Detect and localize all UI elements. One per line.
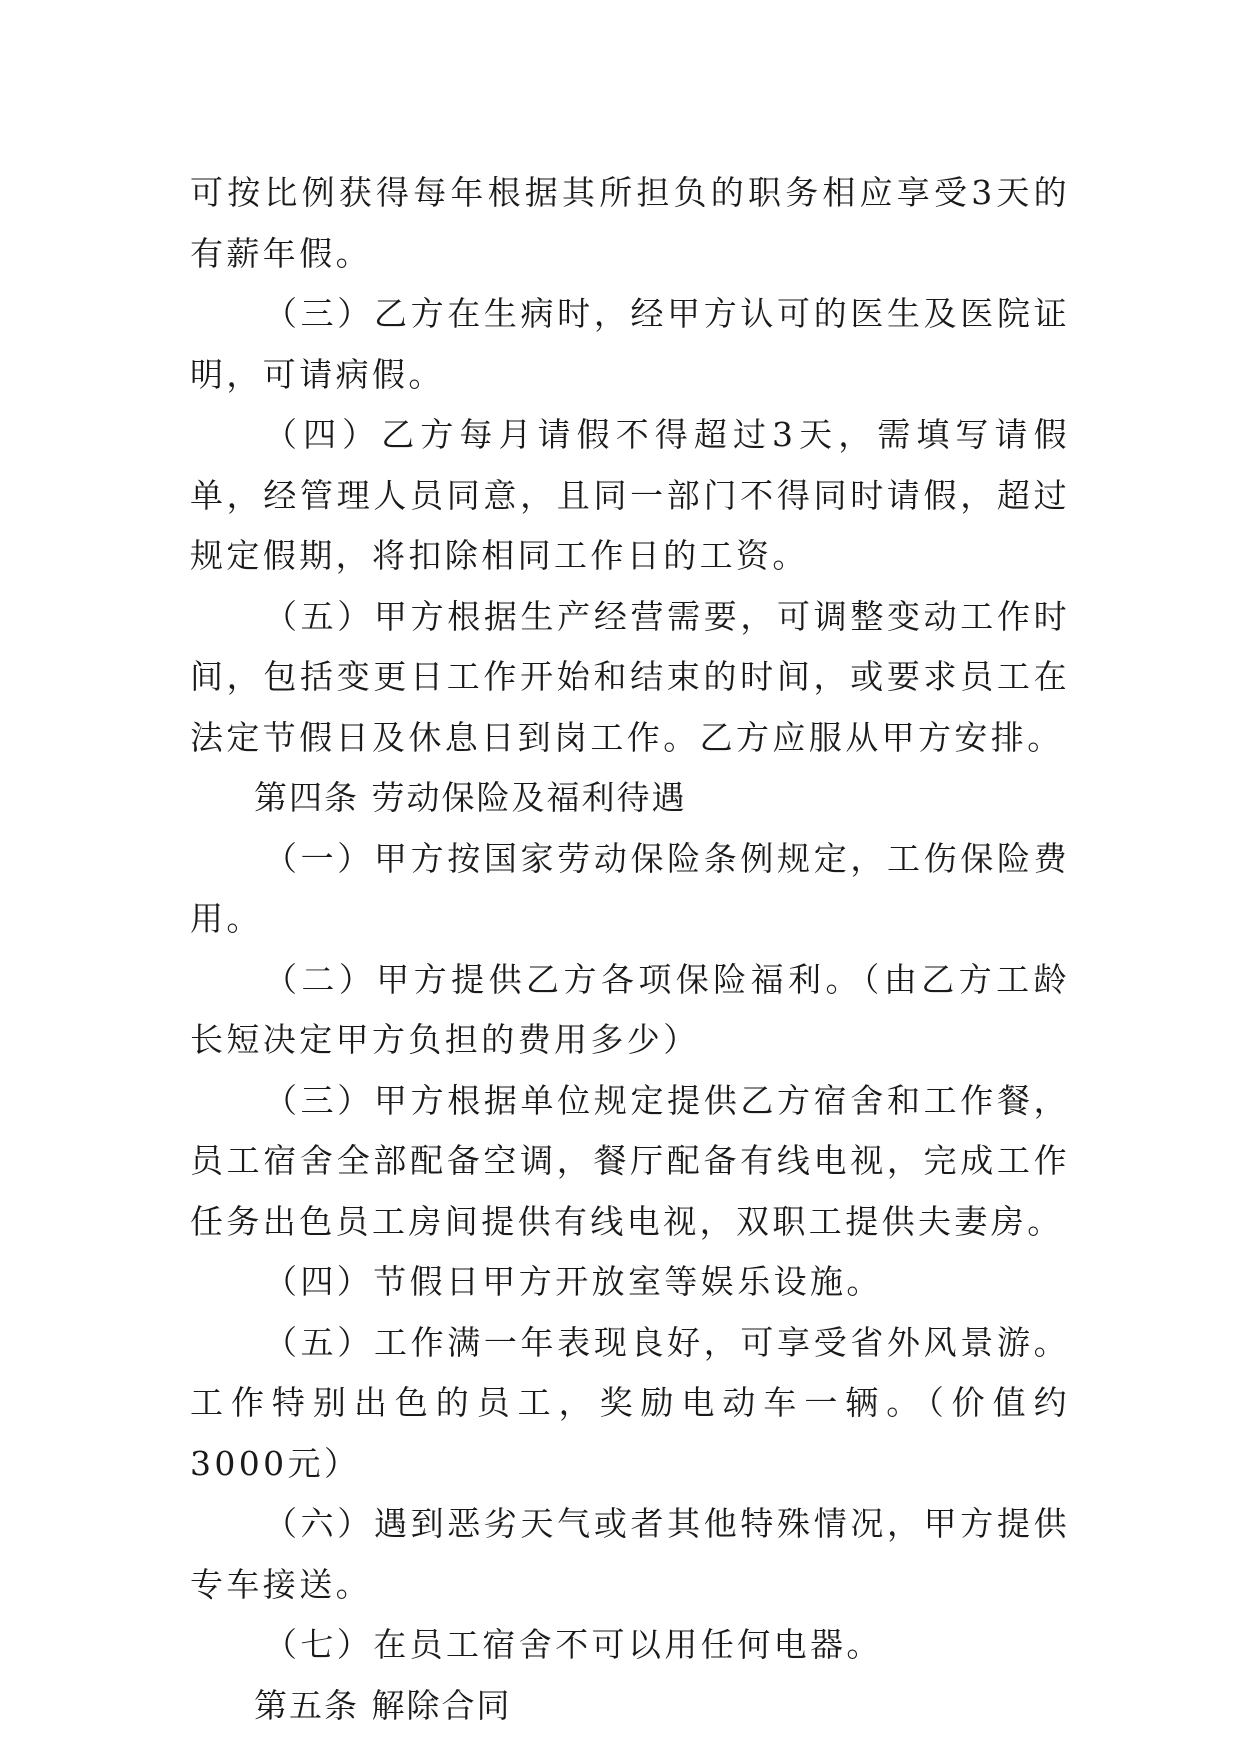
transport-clause: （六）遇到恶劣天气或者其他特殊情况，甲方提供专车接送。 [190,1504,1070,1604]
sick-leave-clause: （三）乙方在生病时，经甲方认可的医生及医院证明，可请病假。 [190,294,1070,394]
work-schedule-clause: （五）甲方根据生产经营需要，可调整变动工作时间，包括变更日工作开始和结束的时间，或要求员工在法定节假日及休息日到岗工作。乙方应服从甲方安排。 [190,596,1070,757]
article-five-heading: 第五条 解除合同 [254,1685,512,1725]
dormitory-clause: （三）甲方根据单位规定提供乙方宿舍和工作餐，员工宿舍全部配备空调，餐厅配备有线电视，完成工作任务出色员工房间提供有线电视，双职工提供夫妻房。 [190,1080,1070,1241]
leave-limit-clause: （四）乙方每月请假不得超过3天，需填写请假单，经管理人员同意，且同一部门不得同时请假，超过规定假期，将扣除相同工作日的工资。 [190,415,1070,575]
welfare-clause: （二）甲方提供乙方各项保险福利。（由乙方工龄长短决定甲方负担的费用多少） [190,959,1070,1059]
article-four-heading: 第四条 劳动保险及福利待遇 [254,778,687,817]
electrical-appliance-clause: （七）在员工宿舍不可以用任何电器。 [264,1625,883,1664]
annual-leave-continuation: 可按比例获得每年根据其所担负的职务相应享受3天的有薪年假。 [190,173,1070,273]
insurance-clause: （一）甲方按国家劳动保险条例规定，工伤保险费用。 [190,838,1070,938]
reward-clause: （五）工作满一年表现良好，可享受省外风景游。工作特别出色的员工，奖励电动车一辆。（价值约3000元） [190,1322,1070,1483]
holiday-facilities-clause: （四）节假日甲方开放室等娱乐设施。 [264,1262,883,1301]
contract-body [190,163,1070,1736]
